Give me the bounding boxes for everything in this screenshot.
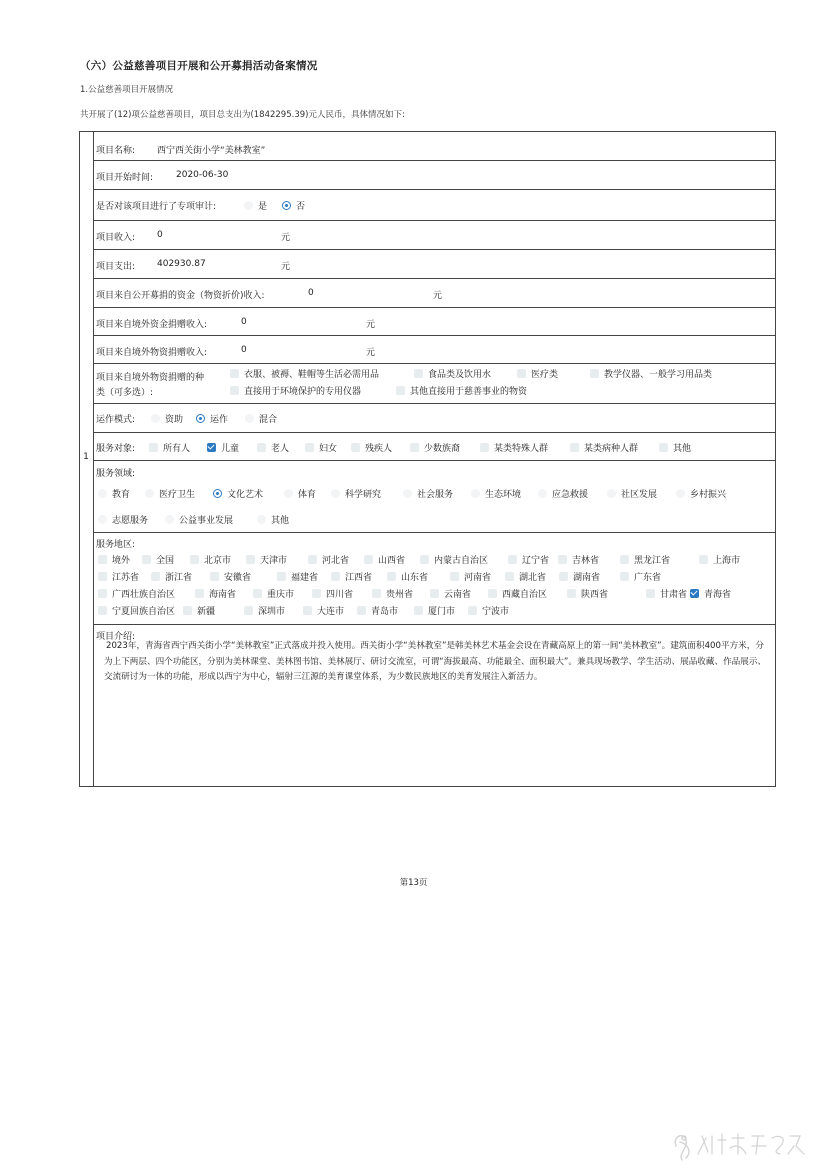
region-label-text: 境外 (112, 556, 131, 566)
region-label-text: 山东省 (401, 573, 429, 583)
row-audit (94, 190, 776, 221)
region-label-text: 湖北省 (519, 573, 547, 583)
region-label-text: 安徽省 (224, 573, 252, 583)
name-label: 项目名称: (96, 146, 136, 156)
region-option[interactable] (558, 553, 599, 566)
checkbox-icon (331, 572, 340, 581)
radio-selected-icon (196, 414, 205, 423)
public-unit: 元 (433, 291, 443, 301)
region-label: 服务地区: (96, 540, 136, 550)
checkbox-icon (414, 369, 423, 378)
audit-option-yes[interactable]: 是 (244, 199, 267, 212)
region-label-text: 黑龙江省 (634, 556, 671, 566)
region-label-text: 宁夏回族自治区 (112, 607, 176, 617)
checkbox-icon (210, 572, 219, 581)
field-option[interactable]: 体育 (284, 487, 316, 500)
region-label-text: 厦门市 (428, 607, 456, 617)
region-option[interactable] (253, 587, 294, 600)
radio-icon (257, 515, 266, 524)
checkbox-icon (450, 572, 459, 581)
page-number: 第13页 (399, 878, 428, 888)
row-start-time (94, 161, 776, 190)
region-label-text: 青岛市 (371, 607, 399, 617)
region-option[interactable] (646, 587, 687, 600)
region-option[interactable] (620, 570, 661, 583)
goods-type-option[interactable]: 教学仪器、一般学习用品类 (590, 367, 712, 380)
income-value: 0 (157, 230, 163, 240)
checkbox-icon (98, 572, 107, 581)
expense-unit: 元 (281, 262, 291, 272)
checkbox-icon (142, 555, 151, 564)
foreign-fund-label: 项目来自境外资金捐赠收入: (96, 320, 208, 330)
region-option[interactable] (183, 604, 215, 617)
target-option[interactable]: 其他 (659, 441, 691, 454)
checkbox-icon (98, 606, 107, 615)
foreign-goods-label: 项目来自境外物资捐赠收入: (96, 348, 208, 358)
region-option[interactable] (195, 587, 236, 600)
goods-type-option[interactable]: 衣服、被褥、鞋帽等生活必需用品 (230, 367, 379, 380)
checkbox-icon (351, 443, 360, 452)
region-label-text: 广西壮族自治区 (112, 590, 176, 600)
checkbox-icon (372, 589, 381, 598)
row-index: 1 (83, 452, 89, 462)
checkbox-icon (590, 369, 599, 378)
field-option[interactable]: 社区发展 (607, 487, 657, 500)
region-label-text: 四川省 (326, 590, 354, 600)
region-label-text: 云南省 (444, 590, 472, 600)
field-option[interactable]: 其他 (257, 513, 289, 526)
region-option[interactable] (308, 553, 349, 566)
checkbox-icon (151, 572, 160, 581)
radio-selected-icon (282, 201, 291, 210)
field-option[interactable]: 公益事业发展 (165, 513, 233, 526)
checkbox-icon (244, 606, 253, 615)
region-label-text: 山西省 (378, 556, 406, 566)
foreign-fund-value: 0 (241, 317, 247, 327)
region-option[interactable] (450, 570, 491, 583)
region-label-text: 福建省 (291, 573, 319, 583)
row-project-name (94, 131, 776, 161)
checkbox-icon (98, 589, 107, 598)
checkbox-icon (308, 555, 317, 564)
checkbox-icon (646, 589, 655, 598)
checkbox-checked-icon (690, 589, 699, 598)
region-option[interactable] (312, 587, 353, 600)
region-label-text: 大连市 (317, 607, 345, 617)
region-label-text: 西藏自治区 (502, 590, 548, 600)
checkbox-icon (410, 443, 419, 452)
audit-label: 是否对该项目进行了专项审计: (96, 202, 217, 212)
audit-option-no[interactable]: 否 (282, 199, 305, 212)
radio-icon (98, 515, 107, 524)
radio-icon (245, 414, 254, 423)
checkbox-icon (190, 555, 199, 564)
checkbox-icon (312, 589, 321, 598)
region-label-text: 贵州省 (386, 590, 414, 600)
row-operation-mode (94, 404, 776, 433)
region-option[interactable] (98, 570, 139, 583)
region-label-text: 深圳市 (258, 607, 286, 617)
region-option[interactable] (190, 553, 231, 566)
region-option[interactable] (98, 604, 175, 617)
region-label-text: 浙江省 (165, 573, 193, 583)
region-label-text: 上海市 (713, 556, 741, 566)
field-option[interactable]: 医疗卫生 (145, 487, 195, 500)
region-label-text: 河南省 (464, 573, 492, 583)
checkbox-icon (387, 572, 396, 581)
region-option[interactable] (277, 570, 318, 583)
field-option[interactable]: 科学研究 (331, 487, 381, 500)
target-option[interactable]: 某类病种人群 (570, 441, 638, 454)
foreign-fund-unit: 元 (366, 320, 376, 330)
region-label-text: 广东省 (634, 573, 662, 583)
checkbox-icon (183, 606, 192, 615)
region-label-text: 宁波市 (482, 607, 510, 617)
region-label-text: 河北省 (322, 556, 350, 566)
region-option[interactable] (364, 553, 405, 566)
region-option[interactable] (505, 570, 546, 583)
goods-type-option[interactable]: 食品类及饮用水 (414, 367, 491, 380)
mode-label: 运作模式: (96, 415, 136, 425)
goods-type-option[interactable]: 直接用于环境保护的专用仪器 (230, 384, 361, 397)
radio-icon (244, 201, 253, 210)
checkbox-checked-icon (207, 443, 216, 452)
row-service-fields (94, 461, 776, 533)
target-option[interactable]: 老人 (257, 441, 289, 454)
radio-icon (403, 489, 412, 498)
region-option[interactable] (372, 587, 413, 600)
goods-type-option[interactable]: 其他直接用于慈善事业的物资 (396, 384, 527, 397)
region-option[interactable] (387, 570, 428, 583)
goods-type-option[interactable]: 医疗类 (517, 367, 558, 380)
region-label-text: 海南省 (209, 590, 237, 600)
checkbox-icon (480, 443, 489, 452)
radio-icon (284, 489, 293, 498)
checkbox-icon (305, 443, 314, 452)
expense-label: 项目支出: (96, 262, 136, 272)
field-option[interactable]: 教育 (98, 487, 130, 500)
checkbox-icon (620, 555, 629, 564)
region-option[interactable] (244, 604, 285, 617)
row-service-targets (94, 433, 776, 461)
checkbox-icon (277, 572, 286, 581)
region-option[interactable] (620, 553, 670, 566)
target-option[interactable]: 所有人 (149, 441, 190, 454)
checkbox-icon (357, 606, 366, 615)
row-foreign-funds (94, 308, 776, 336)
project-intro-text: 2023年，青海省西宁西关街小学“美林教室”正式落成并投入使用。西关街小学“美林教室”是韩美林艺术基金会设在青藏高原上的第一间“美林教室”。建筑面积400平方米，分为上下两层、四个功能区，分别为美林课堂、美林图书馆、美林展厅、研讨交流室，可谓“海拔最高、功能最全、面积最大”。兼具现场教学、学生活动、展品收藏、作品展示、交流研讨为一体的功能，形成以西宁为中心，辐射三江源的美育课堂体系，为少数民族地区的美育发展注入新活力。 (104, 641, 767, 682)
row-service-regions (94, 533, 776, 625)
region-label-text: 江西省 (345, 573, 373, 583)
checkbox-icon (98, 555, 107, 564)
target-option-children[interactable]: 儿童 (207, 441, 239, 454)
region-option[interactable] (151, 570, 192, 583)
project-name: 西宁西关街小学“美林教室” (157, 146, 266, 156)
region-label-text: 湖南省 (573, 573, 601, 583)
field-option[interactable]: 生态环境 (471, 487, 521, 500)
checkbox-icon (430, 589, 439, 598)
goods-type-label-line1: 项目来自境外物资捐赠的种 (96, 373, 205, 383)
checkbox-icon (558, 555, 567, 564)
checkbox-icon (620, 572, 629, 581)
radio-icon (538, 489, 547, 498)
region-option-qinghai[interactable] (690, 587, 731, 600)
mode-option-grant[interactable]: 资助 (151, 412, 183, 425)
target-option[interactable]: 残疾人 (351, 441, 392, 454)
row-expense (94, 250, 776, 279)
summary-text: 共开展了(12)项公益慈善项目，项目总支出为(1842295.39)元人民币，具体情况如下: (80, 110, 405, 120)
checkbox-icon (396, 386, 405, 395)
region-label-text: 北京市 (204, 556, 232, 566)
goods-type-label-line2: 类（可多选）: (96, 388, 154, 398)
mode-option-operate[interactable]: 运作 (196, 412, 228, 425)
radio-icon (151, 414, 160, 423)
intro-label: 项目介绍: (96, 632, 136, 642)
income-unit: 元 (281, 233, 291, 243)
region-option[interactable] (559, 570, 600, 583)
checkbox-icon (559, 572, 568, 581)
section-title: （六）公益慈善项目开展和公开募捐活动备案情况 (80, 60, 318, 72)
checkbox-icon (195, 589, 204, 598)
foreign-goods-unit: 元 (366, 348, 376, 358)
region-label-text: 青海省 (704, 590, 732, 600)
region-option[interactable] (303, 604, 344, 617)
region-option[interactable] (508, 553, 549, 566)
checkbox-icon (230, 369, 239, 378)
region-option[interactable] (414, 604, 455, 617)
checkbox-icon (659, 443, 668, 452)
checkbox-icon (303, 606, 312, 615)
field-option[interactable]: 应急救援 (538, 487, 588, 500)
start-label: 项目开始时间: (96, 173, 154, 183)
checkbox-icon (230, 386, 239, 395)
region-label-text: 天津市 (260, 556, 288, 566)
region-label-text: 吉林省 (572, 556, 600, 566)
radio-icon (165, 515, 174, 524)
checkbox-icon (468, 606, 477, 615)
region-label-text: 新疆 (197, 607, 216, 617)
region-option[interactable] (699, 553, 740, 566)
checkbox-icon (253, 589, 262, 598)
radio-icon (676, 489, 685, 498)
radio-icon (331, 489, 340, 498)
checkbox-icon (570, 443, 579, 452)
checkbox-icon (246, 555, 255, 564)
checkbox-icon (414, 606, 423, 615)
radio-icon (471, 489, 480, 498)
field-option[interactable]: 志愿服务 (98, 513, 148, 526)
mode-option-mixed[interactable]: 混合 (245, 412, 277, 425)
start-date: 2020-06-30 (176, 170, 229, 180)
target-option[interactable]: 妇女 (305, 441, 337, 454)
radio-icon (607, 489, 616, 498)
region-option[interactable] (488, 587, 547, 600)
region-option[interactable] (246, 553, 287, 566)
public-label: 项目来自公开募捐的资金（物资折价)收入: (96, 291, 265, 301)
region-option[interactable] (430, 587, 471, 600)
region-option[interactable] (468, 604, 509, 617)
region-label-text: 陕西省 (581, 590, 609, 600)
region-option[interactable] (210, 570, 251, 583)
income-label: 项目收入: (96, 233, 136, 243)
checkbox-icon (257, 443, 266, 452)
target-option[interactable]: 某类特殊人群 (480, 441, 548, 454)
row-income (94, 221, 776, 250)
region-option[interactable] (142, 553, 174, 566)
checkbox-icon (505, 572, 514, 581)
checkbox-icon (149, 443, 158, 452)
row-foreign-goods (94, 336, 776, 364)
region-label-text: 甘肃省 (660, 590, 688, 600)
field-option-culture-arts[interactable]: 文化艺术 (213, 487, 263, 500)
region-label-text: 内蒙古自治区 (434, 556, 489, 566)
region-option[interactable] (567, 587, 608, 600)
field-option[interactable]: 社会服务 (403, 487, 453, 500)
checkbox-icon (517, 369, 526, 378)
checkbox-icon (364, 555, 373, 564)
radio-icon (98, 489, 107, 498)
region-option[interactable] (357, 604, 398, 617)
foreign-goods-value: 0 (241, 345, 247, 355)
radio-selected-icon (213, 489, 222, 498)
checkbox-icon (508, 555, 517, 564)
region-label-text: 重庆市 (267, 590, 295, 600)
region-option[interactable] (331, 570, 372, 583)
expense-value: 402930.87 (157, 259, 206, 269)
region-option[interactable] (98, 553, 130, 566)
public-value: 0 (308, 288, 314, 298)
field-option[interactable]: 乡村振兴 (676, 487, 726, 500)
region-label-text: 全国 (156, 556, 175, 566)
region-option[interactable] (98, 587, 175, 600)
logo-watermark (668, 1128, 818, 1164)
region-option[interactable] (420, 553, 488, 566)
region-label-text: 江苏省 (112, 573, 140, 583)
checkbox-icon (488, 589, 497, 598)
subsection-title: 1.公益慈善项目开展情况 (80, 85, 174, 95)
target-option[interactable]: 少数族裔 (410, 441, 460, 454)
field-label: 服务领域: (96, 469, 136, 479)
row-public-fundraising (94, 279, 776, 308)
target-label: 服务对象: (96, 444, 136, 454)
checkbox-icon (567, 589, 576, 598)
radio-icon (145, 489, 154, 498)
row-project-intro (94, 625, 776, 787)
region-label-text: 辽宁省 (522, 556, 550, 566)
row-goods-types (94, 364, 776, 404)
checkbox-icon (699, 555, 708, 564)
checkbox-icon (420, 555, 429, 564)
